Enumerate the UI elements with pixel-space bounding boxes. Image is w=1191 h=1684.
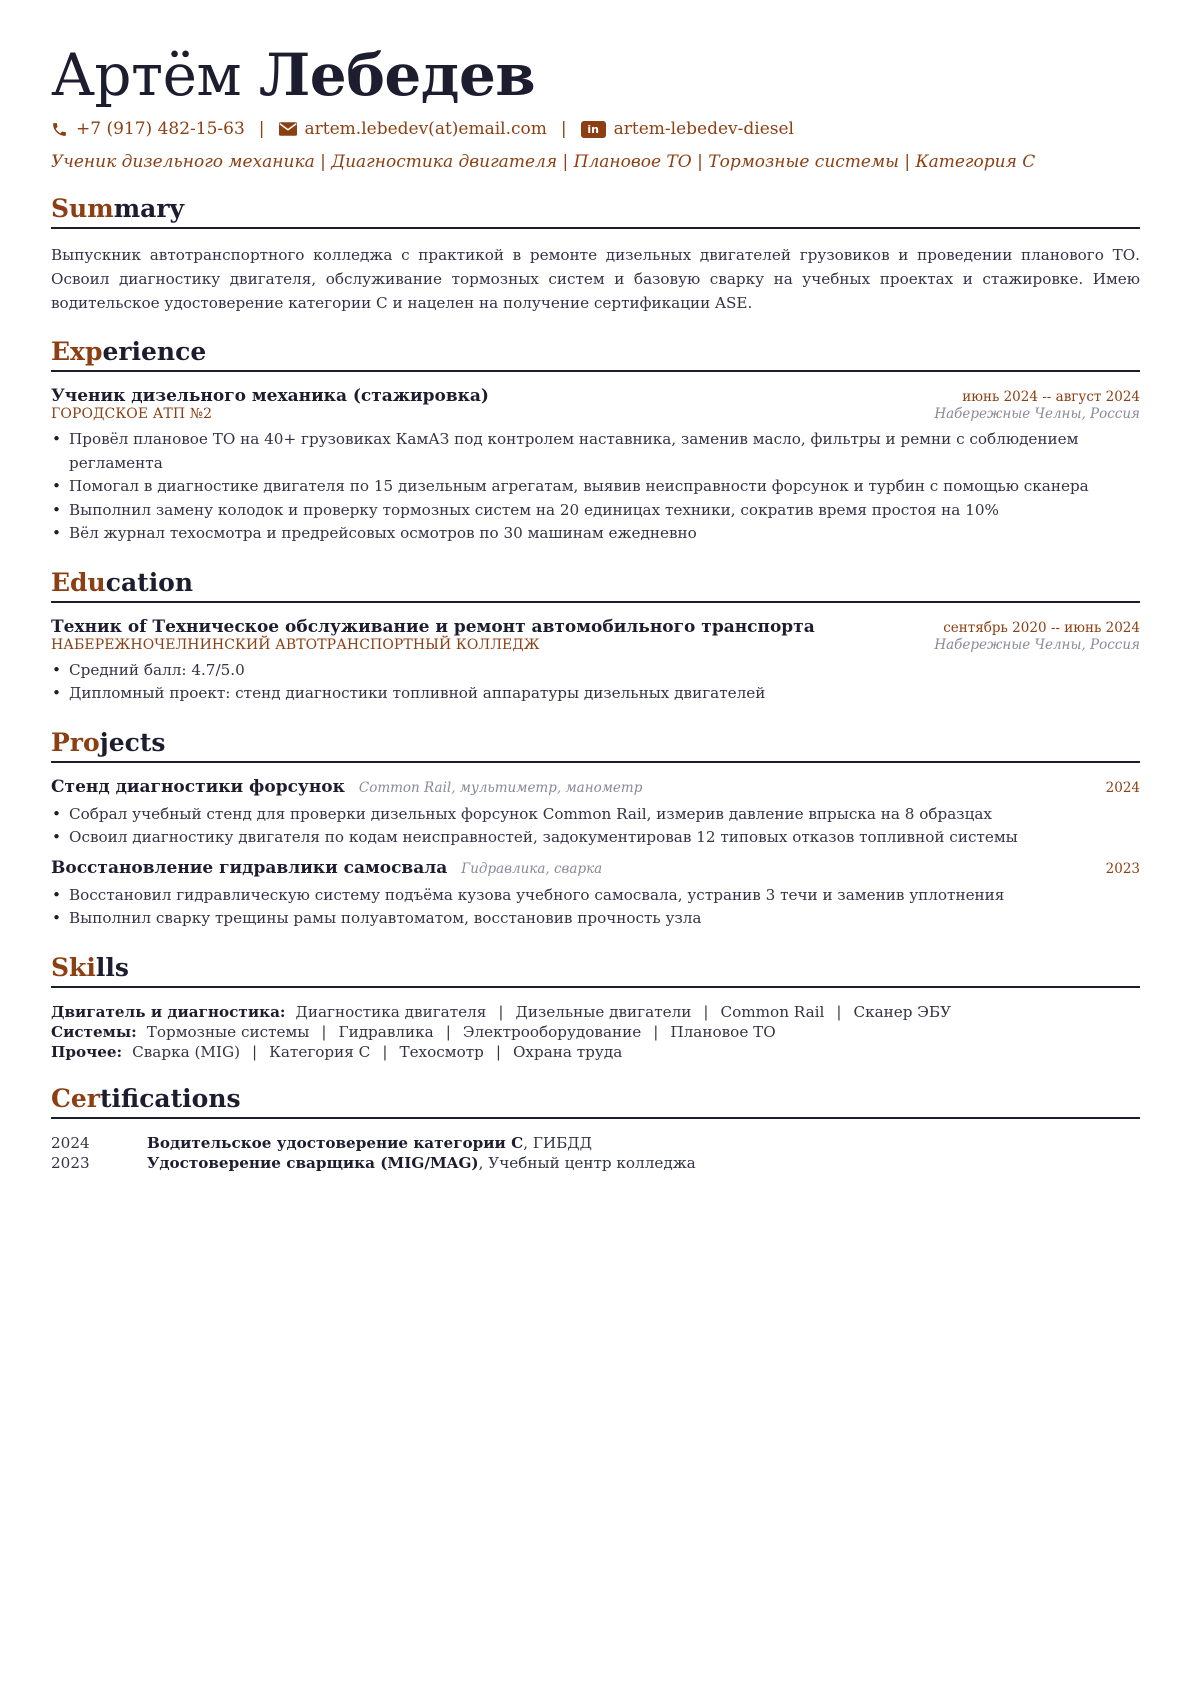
cert-year: 2024: [51, 1133, 90, 1152]
cert-name: Удостоверение сварщика (MIG/MAG): [147, 1153, 479, 1172]
skills-section: [51, 953, 1140, 1062]
section-title: Skills: [51, 953, 1140, 988]
cert-issuer: , ГИБДД: [523, 1133, 592, 1152]
list-item: • Освоил диагностику двигателя по кодам неисправностей, задокументировав 12 типовых отказов топливной системы: [69, 826, 1140, 850]
experience-section: [51, 337, 1140, 546]
cert-name: Водительское удостоверение категории C: [147, 1133, 524, 1152]
project-entry: [51, 858, 1140, 931]
list-item: • Помогал в диагностике двигателя по 15 дизельным агрегатам, выявив неисправности форсунок и турбин с помощью сканера: [69, 475, 1140, 499]
contact-separator: |: [560, 119, 567, 139]
skill-item: Тормозные системы: [146, 1022, 310, 1041]
project-entry: [51, 777, 1140, 850]
skill-item: Диагностика двигателя: [295, 1002, 487, 1021]
list-item: • Средний балл: 4.7/5.0: [69, 659, 1140, 683]
education-bullets: [51, 659, 1140, 706]
summary-section: [51, 194, 1140, 315]
skills-row: Двигатель и диагностика: Диагностика двигателя | Дизельные двигатели | Common Rail | Сканер ЭБУ: [51, 1002, 952, 1021]
summary-text: Выпускник автотранспортного колледжа с практикой в ремонте дизельных двигателей грузовиков и проведении планового ТО. Освоил диагностику двигателя, обслуживание тормозных систем и базовую сварку на учебных проектах и стажировке. Имею водительское удостоверение категории C и нацелен на получение сертификации ASE.: [51, 246, 1140, 312]
job-bullets: [51, 428, 1140, 546]
skill-item: Электрооборудование: [462, 1022, 642, 1041]
project-year: 2024: [1105, 779, 1140, 796]
first-name: Артём: [51, 41, 242, 109]
project-title: Стенд диагностики форсунок: [51, 776, 345, 797]
list-item: • Дипломный проект: стенд диагностики топливной аппаратуры дизельных двигателей: [69, 682, 1140, 706]
skills-row: Системы: Тормозные системы | Гидравлика | Электрооборудование | Плановое ТО: [51, 1022, 776, 1041]
section-title: Certifications: [51, 1084, 1140, 1119]
envelope-icon: [279, 122, 297, 136]
project-bullets: [51, 884, 1140, 931]
email-contact[interactable]: [279, 119, 547, 139]
job-location: Набережные Челны, Россия: [934, 406, 1140, 422]
projects-section: [51, 728, 1140, 931]
contact-bar: [51, 116, 1140, 142]
section-title: Experience: [51, 337, 1140, 372]
project-title: Восстановление гидравлики самосвала: [51, 857, 448, 878]
list-item: • Вёл журнал техосмотра и предрейсовых осмотров по 30 машинам ежедневно: [69, 522, 1140, 546]
skill-category: Двигатель и диагностика:: [51, 1002, 286, 1021]
education-section: [51, 568, 1140, 706]
skill-category: Прочее:: [51, 1042, 123, 1061]
project-tags: Гидравлика, сварка: [461, 860, 603, 877]
skill-item: Техосмотр: [399, 1042, 484, 1061]
skills-row: Прочее: Сварка (MIG) | Категория C | Техосмотр | Охрана труда: [51, 1042, 623, 1061]
phone-text: +7 (917) 482-15-63: [76, 119, 245, 139]
cert-issuer: , Учебный центр колледжа: [478, 1153, 696, 1172]
skill-item: Охрана труда: [512, 1042, 623, 1061]
section-title: Projects: [51, 728, 1140, 763]
skill-item: Категория C: [269, 1042, 371, 1061]
list-item: • Выполнил замену колодок и проверку тормозных систем на 20 единицах техники, сократив время простоя на 10%: [69, 499, 1140, 523]
phone-icon: [51, 121, 68, 138]
institution: НАБЕРЕЖНОЧЕЛНИНСКИЙ АВТОТРАНСПОРТНЫЙ КОЛЛЕДЖ: [51, 636, 540, 653]
certification-row: [51, 1153, 1140, 1173]
linkedin-contact[interactable]: [581, 119, 794, 139]
education-dates: сентябрь 2020 -- июнь 2024: [943, 619, 1140, 636]
employer: ГОРОДСКОЕ АТП №2: [51, 406, 213, 422]
job-title: Ученик дизельного механика (стажировка): [51, 386, 489, 406]
skill-item: Сканер ЭБУ: [853, 1002, 952, 1021]
project-tags: Common Rail, мультиметр, манометр: [358, 779, 643, 796]
list-item: • Собрал учебный стенд для проверки дизельных форсунок Common Rail, измерив давление впрыска на 8 образцах: [69, 803, 1140, 827]
skill-item: Common Rail: [720, 1002, 825, 1021]
project-bullets: [51, 803, 1140, 850]
skill-item: Гидравлика: [338, 1022, 434, 1041]
certifications-section: [51, 1084, 1140, 1173]
linkedin-icon: in: [581, 121, 606, 138]
list-item: • Выполнил сварку трещины рамы полуавтоматом, восстановив прочность узла: [69, 907, 1140, 931]
cert-year: 2023: [51, 1153, 90, 1172]
degree-title: Техник of Техническое обслуживание и ремонт автомобильного транспорта: [51, 616, 815, 637]
list-item: • Восстановил гидравлическую систему подъёма кузова учебного самосвала, устранив 3 течи и заменив уплотнения: [69, 884, 1140, 908]
linkedin-text: artem-lebedev-diesel: [613, 119, 794, 139]
phone-contact[interactable]: [51, 119, 245, 139]
skill-category: Системы:: [51, 1022, 137, 1041]
education-location: Набережные Челны, Россия: [934, 636, 1140, 653]
email-text: artem.lebedev(at)email.com: [304, 119, 547, 139]
skill-item: Дизельные двигатели: [515, 1002, 692, 1021]
education-entry: [51, 617, 1140, 706]
section-title: Summary: [51, 194, 1140, 229]
candidate-name: [51, 40, 1140, 110]
certification-row: [51, 1133, 1140, 1153]
tagline: Ученик дизельного механика | Диагностика двигателя | Плановое ТО | Тормозные системы | Категория C: [51, 152, 1036, 172]
last-name: Лебедев: [259, 41, 536, 109]
experience-entry: [51, 386, 1140, 546]
section-title: Education: [51, 568, 1140, 603]
job-dates: июнь 2024 -- август 2024: [962, 389, 1140, 405]
skill-item: Сварка (MIG): [132, 1042, 240, 1061]
contact-separator: |: [258, 119, 265, 139]
project-year: 2023: [1105, 860, 1140, 877]
list-item: • Провёл плановое ТО на 40+ грузовиках КамАЗ под контролем наставника, заменив масло, фильтры и ремни с соблюдением регламента: [69, 428, 1140, 475]
skill-item: Плановое ТО: [670, 1022, 776, 1041]
